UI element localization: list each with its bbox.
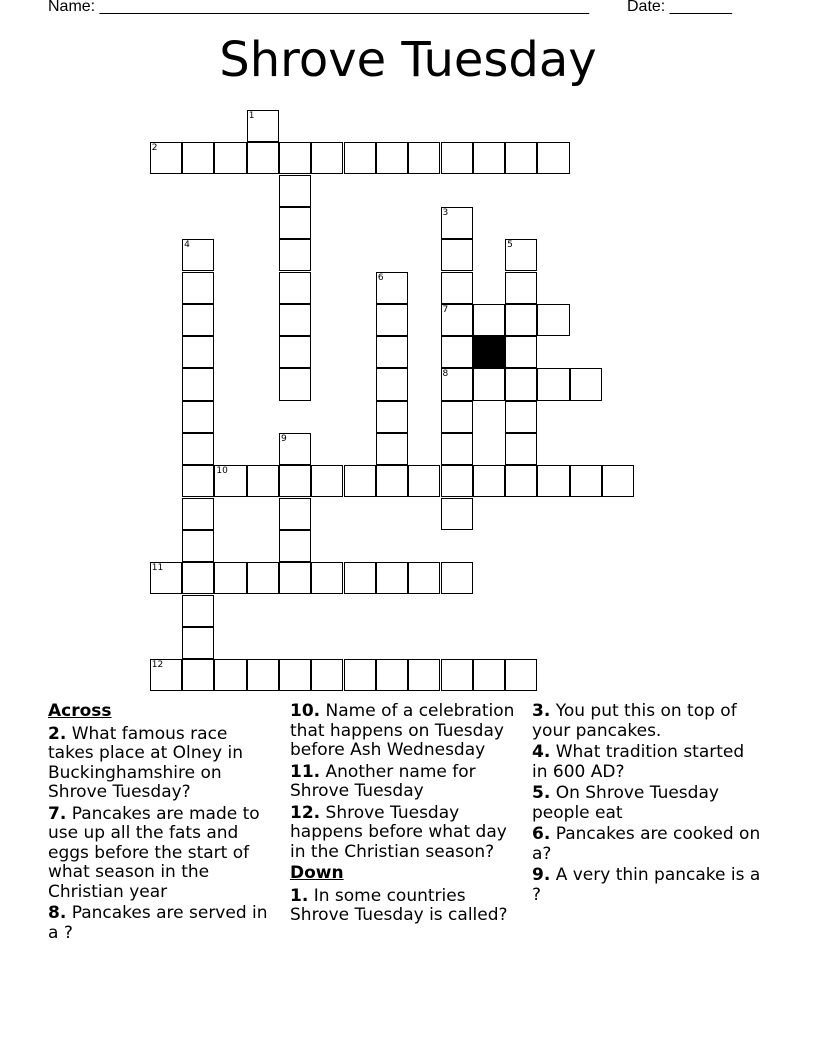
crossword-cell[interactable] bbox=[473, 142, 505, 174]
clue-across-8 bbox=[48, 904, 278, 943]
crossword-cell[interactable] bbox=[247, 110, 279, 142]
crossword-cell[interactable] bbox=[279, 433, 311, 465]
crossword-cell[interactable] bbox=[408, 562, 440, 594]
crossword-cell[interactable] bbox=[376, 336, 408, 368]
crossword-cell[interactable] bbox=[279, 368, 311, 400]
name-field-label: Name: _______________________________________________________ bbox=[48, 0, 589, 15]
clue-text: Name of a celebration that happens on Tuesday before Ash Wednesday bbox=[290, 701, 515, 760]
clue-number: 9. bbox=[532, 865, 551, 885]
crossword-cell[interactable] bbox=[376, 433, 408, 465]
crossword-cell[interactable] bbox=[441, 207, 473, 239]
clue-number: 11. bbox=[290, 761, 321, 782]
crossword-cell[interactable] bbox=[279, 239, 311, 271]
crossword-cell[interactable] bbox=[376, 142, 408, 174]
crossword-cell[interactable] bbox=[441, 465, 473, 497]
crossword-cell[interactable] bbox=[505, 433, 537, 465]
page-title: Shrove Tuesday bbox=[219, 32, 597, 88]
clue-text: Another name for Shrove Tuesday bbox=[290, 761, 476, 801]
clue-column-1 bbox=[48, 702, 278, 945]
cell-number: 1 bbox=[248, 111, 255, 121]
crossword-cell[interactable] bbox=[408, 142, 440, 174]
crossword-cell[interactable] bbox=[214, 562, 246, 594]
crossword-cell[interactable] bbox=[214, 142, 246, 174]
clue-down-6 bbox=[532, 825, 762, 864]
crossword-cell[interactable] bbox=[279, 562, 311, 594]
crossword-cell[interactable] bbox=[182, 272, 214, 304]
crossword-cell[interactable] bbox=[505, 336, 537, 368]
clue-number: 4. bbox=[532, 742, 551, 762]
crossword-cell[interactable] bbox=[473, 304, 505, 336]
crossword-cell[interactable] bbox=[344, 465, 376, 497]
clue-text: In some countries Shrove Tuesday is called? bbox=[290, 885, 508, 925]
crossword-cell[interactable] bbox=[505, 368, 537, 400]
crossword-cell[interactable] bbox=[441, 562, 473, 594]
clue-across-2 bbox=[48, 725, 278, 803]
crossword-cell[interactable] bbox=[214, 465, 246, 497]
crossword-cell[interactable] bbox=[376, 659, 408, 691]
clue-across-11 bbox=[290, 763, 520, 802]
clue-across-7 bbox=[48, 805, 278, 903]
clue-text: Pancakes are made to use up all the fats and eggs before the start of what season in the Christian year bbox=[48, 803, 260, 902]
cell-number: 7 bbox=[442, 304, 449, 315]
crossword-cell[interactable] bbox=[505, 465, 537, 497]
clue-across-12 bbox=[290, 804, 520, 863]
clue-text: What famous race takes place at Olney in Buckinghamshire on Shrove Tuesday? bbox=[48, 723, 243, 802]
clue-number: 1. bbox=[290, 885, 309, 906]
crossword-cell[interactable] bbox=[537, 142, 569, 174]
crossword-cell[interactable] bbox=[279, 142, 311, 174]
crossword-cell[interactable] bbox=[537, 465, 569, 497]
crossword-cell[interactable] bbox=[247, 465, 279, 497]
clue-column-3 bbox=[532, 702, 762, 907]
clue-down-9 bbox=[532, 866, 762, 905]
crossword-cell[interactable] bbox=[441, 659, 473, 691]
clue-down-5 bbox=[532, 784, 762, 823]
clue-text: You put this on top of your pancakes. bbox=[532, 701, 737, 741]
crossword-cell[interactable] bbox=[441, 272, 473, 304]
crossword-cell[interactable] bbox=[182, 142, 214, 174]
clue-text: What tradition started in 600 AD? bbox=[532, 742, 745, 782]
cell-number: 5 bbox=[507, 240, 513, 251]
crossword-cell[interactable] bbox=[441, 498, 473, 530]
crossword-cell[interactable] bbox=[311, 659, 343, 691]
crossword-cell[interactable] bbox=[279, 659, 311, 691]
crossword-cell[interactable] bbox=[376, 272, 408, 304]
crossword-cell[interactable] bbox=[570, 465, 602, 497]
date-field-label: Date: _______ bbox=[627, 0, 732, 15]
crossword-cell[interactable] bbox=[376, 368, 408, 400]
crossword-cell[interactable] bbox=[473, 659, 505, 691]
crossword-cell[interactable] bbox=[505, 401, 537, 433]
crossword-cell[interactable] bbox=[441, 304, 473, 336]
crossword-cell[interactable] bbox=[247, 142, 279, 174]
crossword-cell[interactable] bbox=[376, 304, 408, 336]
clue-across-10 bbox=[290, 702, 520, 761]
cell-number: 6 bbox=[377, 272, 384, 283]
black-cell bbox=[473, 336, 505, 368]
crossword-cell[interactable] bbox=[408, 465, 440, 497]
cell-number: 11 bbox=[151, 563, 164, 574]
clue-down-4 bbox=[532, 743, 762, 782]
clue-text: Shrove Tuesday happens before what day in the Christian season? bbox=[290, 802, 507, 862]
crossword-cell[interactable] bbox=[505, 304, 537, 336]
crossword-cell[interactable] bbox=[182, 304, 214, 336]
cell-number: 2 bbox=[151, 143, 158, 154]
clue-number: 6. bbox=[532, 824, 551, 844]
crossword-cell[interactable] bbox=[182, 368, 214, 400]
crossword-cell[interactable] bbox=[182, 239, 214, 271]
crossword-cell[interactable] bbox=[505, 239, 537, 271]
crossword-cell[interactable] bbox=[182, 498, 214, 530]
crossword-cell[interactable] bbox=[150, 142, 182, 174]
clue-column-2 bbox=[290, 702, 520, 928]
cell-number: 4 bbox=[184, 240, 190, 251]
crossword-cell[interactable] bbox=[473, 368, 505, 400]
crossword-cell[interactable] bbox=[344, 562, 376, 594]
clue-text: Pancakes are served in a ? bbox=[48, 903, 268, 943]
clue-down-1 bbox=[290, 887, 520, 926]
crossword-cell[interactable] bbox=[311, 562, 343, 594]
crossword-cell[interactable] bbox=[473, 465, 505, 497]
crossword-cell[interactable] bbox=[182, 595, 214, 627]
crossword-cell[interactable] bbox=[441, 239, 473, 271]
down-header: Down bbox=[290, 863, 344, 883]
crossword-cell[interactable] bbox=[408, 659, 440, 691]
clue-number: 12. bbox=[290, 802, 321, 823]
crossword-cell[interactable] bbox=[441, 142, 473, 174]
crossword-cell[interactable] bbox=[441, 368, 473, 400]
crossword-cell[interactable] bbox=[537, 304, 569, 336]
crossword-cell[interactable] bbox=[376, 401, 408, 433]
crossword-cell[interactable] bbox=[441, 433, 473, 465]
crossword-cell[interactable] bbox=[441, 401, 473, 433]
crossword-cell[interactable] bbox=[344, 142, 376, 174]
cell-number: 9 bbox=[281, 434, 287, 444]
crossword-cell[interactable] bbox=[311, 142, 343, 174]
crossword-cell[interactable] bbox=[182, 336, 214, 368]
crossword-cell[interactable] bbox=[182, 401, 214, 433]
clue-number: 7. bbox=[48, 803, 67, 824]
crossword-cell[interactable] bbox=[279, 207, 311, 239]
cell-number: 12 bbox=[151, 660, 164, 671]
crossword-cell[interactable] bbox=[311, 465, 343, 497]
clue-number: 5. bbox=[532, 783, 551, 803]
crossword-cell[interactable] bbox=[279, 304, 311, 336]
crossword-cell[interactable] bbox=[279, 336, 311, 368]
crossword-cell[interactable] bbox=[570, 368, 602, 400]
crossword-cell[interactable] bbox=[344, 659, 376, 691]
clue-text: Pancakes are cooked on a? bbox=[532, 824, 761, 864]
crossword-cell[interactable] bbox=[602, 465, 634, 497]
crossword-cell[interactable] bbox=[182, 433, 214, 465]
crossword-cell[interactable] bbox=[537, 368, 569, 400]
crossword-cell[interactable] bbox=[182, 627, 214, 659]
crossword-cell[interactable] bbox=[182, 465, 214, 497]
clue-number: 8. bbox=[48, 903, 67, 923]
crossword-cell[interactable] bbox=[441, 336, 473, 368]
crossword-cell[interactable] bbox=[150, 659, 182, 691]
crossword-cell[interactable] bbox=[150, 562, 182, 594]
crossword-cell[interactable] bbox=[182, 659, 214, 691]
across-header: Across bbox=[48, 701, 112, 721]
clue-number: 2. bbox=[48, 723, 67, 744]
clue-text: On Shrove Tuesday people eat bbox=[532, 783, 719, 823]
crossword-cell[interactable] bbox=[279, 272, 311, 304]
clue-text: A very thin pancake is a ? bbox=[532, 865, 761, 905]
crossword-cell[interactable] bbox=[505, 659, 537, 691]
crossword-cell[interactable] bbox=[279, 175, 311, 207]
clue-number: 10. bbox=[290, 701, 321, 721]
clue-down-3 bbox=[532, 702, 762, 741]
cell-number: 10 bbox=[216, 466, 228, 477]
crossword-cell[interactable] bbox=[505, 142, 537, 174]
crossword-cell[interactable] bbox=[182, 562, 214, 594]
cell-number: 3 bbox=[442, 207, 449, 218]
crossword-cell[interactable] bbox=[279, 530, 311, 562]
crossword-cell[interactable] bbox=[247, 659, 279, 691]
crossword-cell[interactable] bbox=[376, 465, 408, 497]
crossword-cell[interactable] bbox=[505, 272, 537, 304]
crossword-cell[interactable] bbox=[182, 530, 214, 562]
crossword-cell[interactable] bbox=[247, 562, 279, 594]
cell-number: 8 bbox=[442, 369, 449, 380]
crossword-cell[interactable] bbox=[214, 659, 246, 691]
crossword-cell[interactable] bbox=[279, 498, 311, 530]
clue-number: 3. bbox=[532, 701, 551, 721]
crossword-cell[interactable] bbox=[279, 465, 311, 497]
crossword-cell[interactable] bbox=[376, 562, 408, 594]
